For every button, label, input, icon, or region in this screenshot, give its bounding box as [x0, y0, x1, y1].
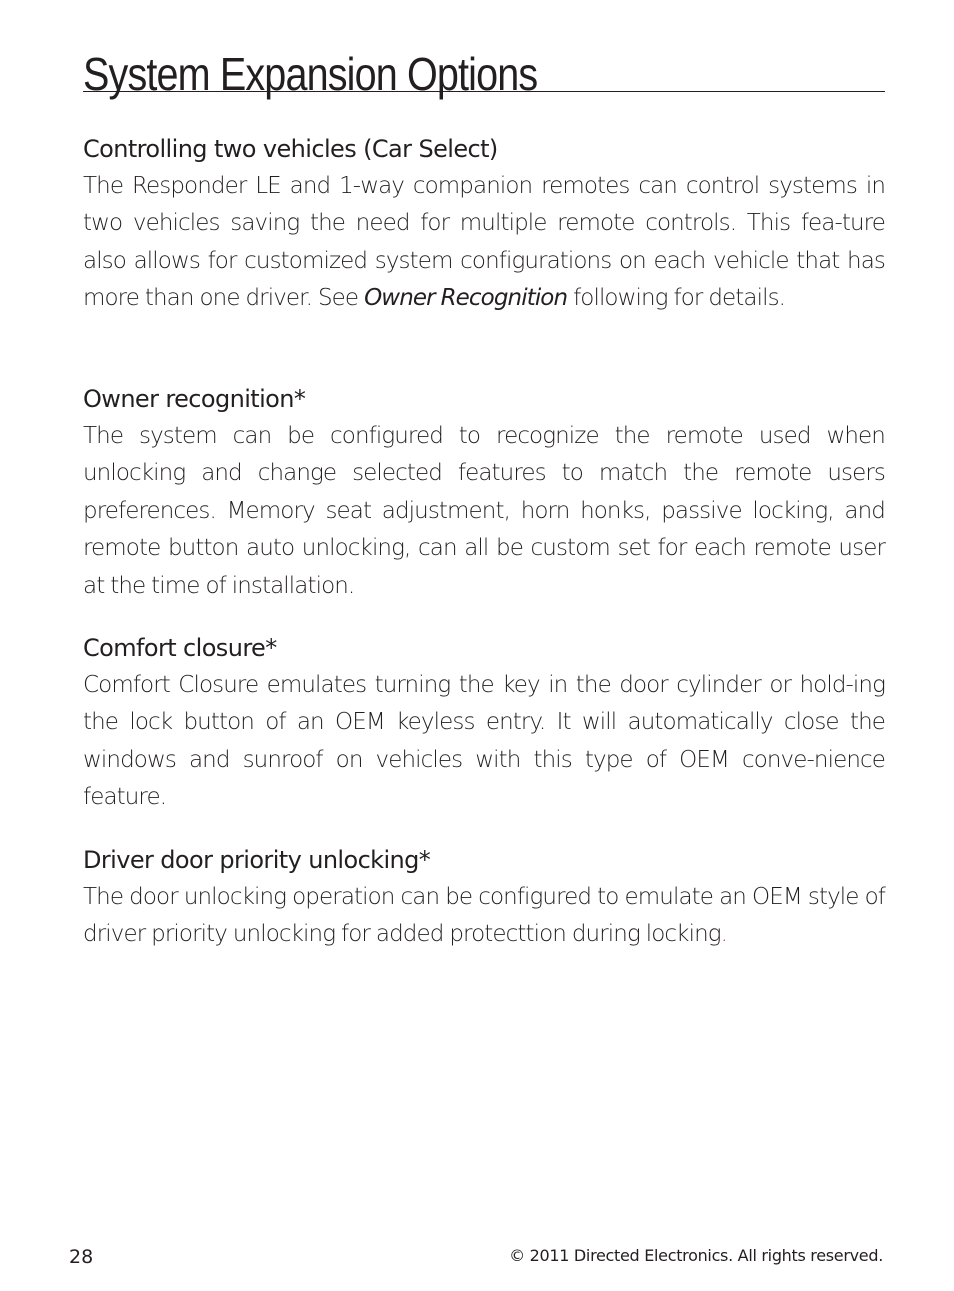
section-driver-door-priority: [83, 842, 885, 954]
page-number: 28: [69, 1246, 94, 1268]
section-owner-recognition: [83, 381, 885, 605]
owner-recognition-reference: Owner Recognition: [364, 285, 568, 312]
body-text-end: following for details.: [567, 285, 786, 312]
section-heading-driver-door-priority: Driver door priority unlocking*: [83, 846, 431, 874]
body-text-start: The Responder LE and 1-way companion remotes can control systems in two vehicles saving the need for multiple remote controls. This fea-ture also allows for customized system configurations on each vehicle that has more than one driver. See: [83, 173, 885, 312]
red-period: .: [720, 921, 728, 948]
copyright-notice: © 2011 Directed Electronics. All rights reserved.: [509, 1246, 883, 1265]
page-title: System Expansion Options: [83, 48, 538, 100]
section-heading-owner-recognition: Owner recognition*: [83, 385, 306, 413]
body-text: The door unlocking operation can be configured to emulate an OEM style of driver priority unlocking for added protecttion during locking: [83, 884, 885, 948]
section-body-comfort-closure: Comfort Closure emulates turning the key in the door cylinder or hold-ing the lock button of an OEM keyless entry. It will automatically close the windows and sunroof on vehicles with this type of OEM conve-nience feature.: [83, 672, 885, 811]
section-body-driver-door-priority: [83, 879, 885, 954]
section-comfort-closure: [83, 630, 885, 817]
section-heading-car-select: Controlling two vehicles (Car Select): [83, 135, 498, 163]
section-body-owner-recognition: The system can be configured to recognize the remote used when unlocking and change selected features to match the remote users preferences. Memory seat adjustment, horn honks, passive locking, and remote button auto unlocking, can all be custom set for each remote user at the time of installation.: [83, 423, 885, 599]
section-body-car-select: [83, 168, 885, 318]
section-heading-comfort-closure: Comfort closure*: [83, 634, 277, 662]
section-car-select: [83, 131, 885, 318]
title-rule: [83, 91, 885, 92]
